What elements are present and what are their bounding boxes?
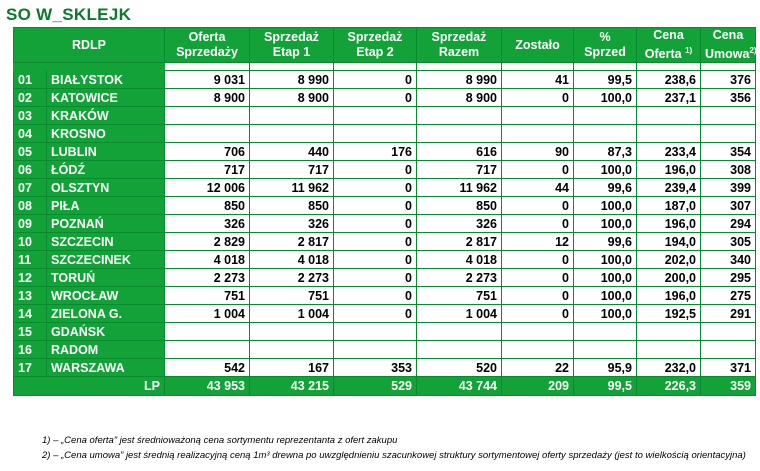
cell-razem: 4 018 (417, 251, 502, 269)
cell-zostalo (502, 125, 574, 143)
cell-cena-umowa: 399 (701, 179, 756, 197)
cell-razem: 616 (417, 143, 502, 161)
cell-zostalo (502, 341, 574, 359)
row-code: 16 (14, 341, 47, 359)
row-name: LUBLIN (47, 143, 165, 161)
table-row (14, 71, 756, 89)
cell-etap1: 8 900 (250, 89, 334, 107)
cell-cena-umowa: 376 (701, 71, 756, 89)
cell-etap1: 850 (250, 197, 334, 215)
total-label: LP (14, 377, 165, 396)
cell-cena-oferta (637, 125, 701, 143)
cell-cena-oferta: 196,0 (637, 287, 701, 305)
cell-oferta (165, 323, 250, 341)
cell-cena-umowa: 354 (701, 143, 756, 161)
row-code: 10 (14, 233, 47, 251)
cell-zostalo (502, 107, 574, 125)
cell-cena-oferta (637, 323, 701, 341)
cell-razem (417, 107, 502, 125)
total-razem: 43 744 (417, 377, 502, 396)
header-cena-umowa: Cena Umowa$^{2)}$ (701, 28, 756, 63)
row-name: KROSNO (47, 125, 165, 143)
row-code: 05 (14, 143, 47, 161)
row-name: KATOWICE (47, 89, 165, 107)
cell-etap1: 11 962 (250, 179, 334, 197)
table-row (14, 179, 756, 197)
cell-proc: 87,3 (574, 143, 637, 161)
row-code: 03 (14, 107, 47, 125)
cell-oferta: 4 018 (165, 251, 250, 269)
footnote-1: 1) – „Cena oferta” jest średnioważoną cena sortymentu reprezentanta z ofert zakupu (42, 435, 398, 446)
cell-cena-oferta: 237,1 (637, 89, 701, 107)
row-name: SZCZECINEK (47, 251, 165, 269)
cell-etap1: 4 018 (250, 251, 334, 269)
row-name: POZNAŃ (47, 215, 165, 233)
row-code: 11 (14, 251, 47, 269)
row-name: WARSZAWA (47, 359, 165, 377)
table-row (14, 305, 756, 323)
header-row (14, 28, 756, 63)
row-name: BIAŁYSTOK (47, 71, 165, 89)
header-etap2: Sprzedaż Etap 2 (334, 28, 417, 63)
total-zostalo: 209 (502, 377, 574, 396)
table-row (14, 359, 756, 377)
table-row (14, 107, 756, 125)
cell-razem: 850 (417, 197, 502, 215)
table-row (14, 233, 756, 251)
row-code: 08 (14, 197, 47, 215)
table-row (14, 161, 756, 179)
cell-proc: 100,0 (574, 269, 637, 287)
cell-cena-umowa: 307 (701, 197, 756, 215)
cell-zostalo: 0 (502, 161, 574, 179)
cell-etap1: 751 (250, 287, 334, 305)
table-row (14, 287, 756, 305)
row-name: KRAKÓW (47, 107, 165, 125)
cell-cena-umowa (701, 107, 756, 125)
row-code: 07 (14, 179, 47, 197)
row-code: 09 (14, 215, 47, 233)
cell-cena-oferta: 239,4 (637, 179, 701, 197)
cell-proc: 100,0 (574, 197, 637, 215)
cell-oferta: 751 (165, 287, 250, 305)
cell-zostalo: 90 (502, 143, 574, 161)
cell-razem: 1 004 (417, 305, 502, 323)
cell-razem: 2 817 (417, 233, 502, 251)
cell-cena-oferta: 194,0 (637, 233, 701, 251)
table-row (14, 269, 756, 287)
cell-cena-umowa: 308 (701, 161, 756, 179)
total-etap2: 529 (334, 377, 417, 396)
total-cena-oferta: 226,3 (637, 377, 701, 396)
total-cena-umowa: 359 (701, 377, 756, 396)
cell-etap2: 0 (334, 251, 417, 269)
cell-etap2: 0 (334, 89, 417, 107)
total-oferta: 43 953 (165, 377, 250, 396)
cell-cena-umowa (701, 125, 756, 143)
cell-proc: 100,0 (574, 89, 637, 107)
cell-etap1: 717 (250, 161, 334, 179)
cell-etap1: 2 817 (250, 233, 334, 251)
cell-zostalo: 0 (502, 287, 574, 305)
header-razem: Sprzedaż Razem (417, 28, 502, 63)
row-name: WROCŁAW (47, 287, 165, 305)
cell-cena-oferta: 196,0 (637, 161, 701, 179)
cell-cena-umowa: 356 (701, 89, 756, 107)
header-etap1: Sprzedaż Etap 1 (250, 28, 334, 63)
cell-razem (417, 125, 502, 143)
row-code: 17 (14, 359, 47, 377)
cell-etap2: 0 (334, 215, 417, 233)
cell-zostalo: 0 (502, 305, 574, 323)
cell-oferta: 2 829 (165, 233, 250, 251)
cell-zostalo: 0 (502, 251, 574, 269)
row-name: TORUŃ (47, 269, 165, 287)
cell-cena-oferta: 238,6 (637, 71, 701, 89)
cell-oferta: 9 031 (165, 71, 250, 89)
cell-zostalo: 0 (502, 197, 574, 215)
cell-cena-umowa: 340 (701, 251, 756, 269)
row-code: 14 (14, 305, 47, 323)
cell-oferta (165, 107, 250, 125)
header-oferta: Oferta Sprzedaży (165, 28, 250, 63)
cell-etap1 (250, 341, 334, 359)
cell-oferta: 326 (165, 215, 250, 233)
cell-etap2: 0 (334, 305, 417, 323)
row-name: ZIELONA G. (47, 305, 165, 323)
row-name: PIŁA (47, 197, 165, 215)
table-row (14, 323, 756, 341)
header-zostalo: Zostało (502, 28, 574, 63)
cell-razem: 717 (417, 161, 502, 179)
footnote-2: 2) – „Cena umowa” jest średnią realizacyjną ceną 1m³ drewna po uwzględnieniu szacunkowej struktury sortymentowej oferty sprzedaży (jest to wielkością orientacyjna) (42, 450, 746, 461)
cell-cena-oferta: 202,0 (637, 251, 701, 269)
cell-cena-umowa: 371 (701, 359, 756, 377)
cell-etap2 (334, 107, 417, 125)
row-name: SZCZECIN (47, 233, 165, 251)
total-row (14, 377, 756, 396)
cell-razem: 751 (417, 287, 502, 305)
cell-proc (574, 125, 637, 143)
cell-etap2: 0 (334, 197, 417, 215)
cell-oferta: 850 (165, 197, 250, 215)
row-name: RADOM (47, 341, 165, 359)
document-title: SO W_SKLEJK (6, 5, 132, 24)
row-name: ŁÓDŹ (47, 161, 165, 179)
cell-etap2 (334, 341, 417, 359)
cell-oferta (165, 125, 250, 143)
cell-zostalo: 0 (502, 89, 574, 107)
cell-oferta: 12 006 (165, 179, 250, 197)
cell-cena-umowa: 305 (701, 233, 756, 251)
cell-etap2: 0 (334, 287, 417, 305)
cell-cena-umowa: 291 (701, 305, 756, 323)
cell-etap1: 8 990 (250, 71, 334, 89)
cell-proc: 100,0 (574, 251, 637, 269)
cell-etap1: 167 (250, 359, 334, 377)
cell-cena-umowa (701, 323, 756, 341)
cell-etap2: 0 (334, 233, 417, 251)
cell-proc (574, 107, 637, 125)
cell-etap2: 0 (334, 161, 417, 179)
cell-proc: 99,6 (574, 233, 637, 251)
cell-proc: 100,0 (574, 287, 637, 305)
row-name: OLSZTYN (47, 179, 165, 197)
cell-cena-oferta: 187,0 (637, 197, 701, 215)
cell-proc (574, 323, 637, 341)
cell-proc: 99,6 (574, 179, 637, 197)
cell-etap1: 440 (250, 143, 334, 161)
row-code: 04 (14, 125, 47, 143)
header-proc: % Sprzed (574, 28, 637, 63)
cell-etap1: 326 (250, 215, 334, 233)
cell-oferta: 1 004 (165, 305, 250, 323)
total-etap1: 43 215 (250, 377, 334, 396)
cell-cena-oferta: 196,0 (637, 215, 701, 233)
sales-table (13, 27, 756, 396)
cell-cena-oferta (637, 341, 701, 359)
cell-cena-umowa (701, 341, 756, 359)
cell-oferta: 717 (165, 161, 250, 179)
cell-zostalo: 0 (502, 269, 574, 287)
cell-etap2: 0 (334, 71, 417, 89)
cell-razem: 520 (417, 359, 502, 377)
row-code: 02 (14, 89, 47, 107)
table-row (14, 341, 756, 359)
cell-cena-oferta: 192,5 (637, 305, 701, 323)
cell-cena-oferta (637, 107, 701, 125)
table-row (14, 251, 756, 269)
spacer-row (14, 63, 756, 71)
table-row (14, 125, 756, 143)
table-row (14, 89, 756, 107)
cell-cena-umowa: 295 (701, 269, 756, 287)
cell-cena-oferta: 233,4 (637, 143, 701, 161)
cell-etap2 (334, 125, 417, 143)
cell-etap1 (250, 107, 334, 125)
cell-zostalo: 41 (502, 71, 574, 89)
cell-oferta: 2 273 (165, 269, 250, 287)
row-code: 13 (14, 287, 47, 305)
cell-etap2 (334, 323, 417, 341)
cell-razem: 8 990 (417, 71, 502, 89)
row-code: 15 (14, 323, 47, 341)
cell-razem: 11 962 (417, 179, 502, 197)
cell-cena-umowa: 275 (701, 287, 756, 305)
cell-oferta: 542 (165, 359, 250, 377)
header-rdlp: RDLP (14, 28, 165, 63)
cell-zostalo (502, 323, 574, 341)
cell-razem: 8 900 (417, 89, 502, 107)
cell-cena-oferta: 200,0 (637, 269, 701, 287)
table-row (14, 215, 756, 233)
cell-proc: 100,0 (574, 215, 637, 233)
cell-etap1: 1 004 (250, 305, 334, 323)
cell-etap2: 0 (334, 269, 417, 287)
cell-oferta: 706 (165, 143, 250, 161)
cell-razem (417, 323, 502, 341)
cell-proc: 100,0 (574, 305, 637, 323)
cell-etap2: 176 (334, 143, 417, 161)
cell-etap1: 2 273 (250, 269, 334, 287)
total-proc: 99,5 (574, 377, 637, 396)
table-body (14, 71, 756, 377)
cell-zostalo: 0 (502, 215, 574, 233)
cell-proc: 99,5 (574, 71, 637, 89)
cell-oferta: 8 900 (165, 89, 250, 107)
row-code: 12 (14, 269, 47, 287)
cell-razem (417, 341, 502, 359)
cell-zostalo: 22 (502, 359, 574, 377)
cell-etap1 (250, 125, 334, 143)
cell-zostalo: 44 (502, 179, 574, 197)
cell-razem: 2 273 (417, 269, 502, 287)
cell-etap2: 353 (334, 359, 417, 377)
row-name: GDAŃSK (47, 323, 165, 341)
header-cena-oferta: Cena Oferta $^{1)}$ (637, 28, 701, 63)
table-row (14, 197, 756, 215)
cell-cena-oferta: 232,0 (637, 359, 701, 377)
cell-oferta (165, 341, 250, 359)
cell-etap1 (250, 323, 334, 341)
cell-razem: 326 (417, 215, 502, 233)
row-code: 01 (14, 71, 47, 89)
cell-proc: 95,9 (574, 359, 637, 377)
cell-proc (574, 341, 637, 359)
cell-etap2: 0 (334, 179, 417, 197)
table-row (14, 143, 756, 161)
cell-zostalo: 12 (502, 233, 574, 251)
cell-cena-umowa: 294 (701, 215, 756, 233)
cell-proc: 100,0 (574, 161, 637, 179)
row-code: 06 (14, 161, 47, 179)
